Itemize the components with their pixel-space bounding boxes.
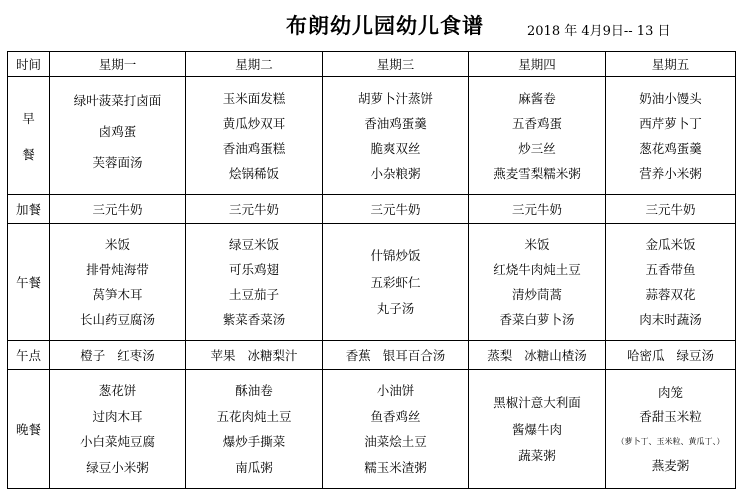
drink: 银耳百合汤	[382, 348, 446, 363]
drink: 绿豆汤	[676, 348, 715, 363]
menu-cell	[469, 341, 606, 370]
dish: 香菜白萝卜汤	[499, 312, 575, 327]
drink: 冰糖梨汁	[247, 348, 298, 363]
dish: 脆爽双丝	[370, 140, 421, 156]
menu-cell	[50, 341, 186, 370]
dish: 绿豆小米粥	[86, 459, 149, 475]
dish: 炒三丝	[518, 140, 556, 156]
table-row	[8, 224, 736, 341]
dish: 芙蓉面汤	[92, 155, 143, 170]
menu-cell	[606, 341, 736, 370]
dish: 糯玉米渣粥	[364, 459, 427, 475]
meal-label	[8, 77, 50, 195]
dish: 黄瓜炒双耳	[222, 115, 286, 131]
dish: 西芹萝卜丁	[639, 115, 702, 131]
dish: 酥油卷	[235, 383, 273, 399]
corner-header: 时间	[8, 52, 50, 77]
dish: 肉笼	[657, 384, 683, 400]
meal-label: 加餐	[8, 195, 50, 224]
dish: 黑椒汁意大利面	[493, 395, 581, 411]
meal-label: 午餐	[8, 224, 50, 341]
day-header: 星期一	[50, 52, 186, 77]
meal-label: 晚餐	[8, 370, 50, 489]
dish: 五香带鱼	[645, 262, 696, 277]
header	[0, 10, 745, 44]
fruit: 蒸梨	[487, 348, 513, 363]
dish: 葱花鸡蛋羹	[639, 140, 702, 156]
day-header: 星期四	[469, 52, 606, 77]
dish: 小白菜炖豆腐	[79, 434, 155, 450]
menu-cell	[50, 224, 186, 341]
menu-cell: 三元牛奶	[50, 195, 186, 224]
dish: 奶油小馒头	[639, 90, 702, 106]
dish: 米饭	[524, 237, 550, 252]
dish: 莴笋木耳	[92, 287, 143, 302]
drink: 冰糖山楂汤	[524, 348, 587, 363]
dish: 紫菜香菜汤	[222, 312, 286, 327]
day-header: 星期二	[186, 52, 323, 77]
table-row	[8, 77, 736, 195]
date-range: 2018 年 4月9日-- 13 日	[527, 24, 671, 39]
dish: 香甜玉米粒	[639, 409, 702, 425]
dish: 清炒茼蒿	[511, 287, 562, 302]
meal-label: 午点	[8, 341, 50, 370]
dish: 鱼香鸡丝	[370, 408, 421, 424]
menu-cell	[323, 224, 469, 341]
dish: 香油鸡蛋羹	[364, 115, 427, 131]
dish: 肉末时蔬汤	[639, 312, 702, 327]
dish: 可乐鸡翅	[228, 262, 279, 277]
menu-cell	[186, 341, 323, 370]
dish: 南瓜粥	[235, 459, 273, 475]
dish: 什锦炒饭	[370, 248, 421, 264]
dish: 丸子汤	[376, 300, 415, 316]
dish: 米饭	[104, 237, 130, 252]
menu-cell	[323, 77, 469, 195]
table-header-row	[8, 52, 736, 77]
dish: 五香鸡蛋	[511, 115, 562, 131]
dish: 绿叶菠菜打卤面	[73, 93, 162, 108]
meal-label-char: 餐	[22, 146, 35, 162]
menu-cell	[323, 341, 469, 370]
dish: 红烧牛肉炖土豆	[493, 262, 581, 277]
menu-cell	[50, 77, 186, 195]
table-row	[8, 341, 736, 370]
dish: 胡萝卜汁蒸饼	[357, 90, 433, 106]
drink: 红枣汤	[117, 348, 155, 363]
menu-cell	[469, 224, 606, 341]
dish: 葱花饼	[98, 383, 137, 399]
day-header: 星期三	[323, 52, 469, 77]
dish: 卤鸡蛋	[98, 124, 137, 139]
dish: 长山药豆腐汤	[79, 312, 155, 327]
dish-ingredients-note: （萝卜丁、玉米粒、黄瓜丁、）	[616, 436, 725, 446]
dish: 蔬菜粥	[518, 447, 556, 463]
dish: 酱爆牛肉	[511, 421, 562, 437]
fruit: 橙子	[80, 348, 106, 363]
dish: 排骨炖海带	[86, 262, 149, 277]
meal-label-char: 早	[22, 110, 35, 126]
menu-cell	[323, 370, 469, 489]
dish: 小杂粮粥	[370, 165, 421, 181]
dish: 五彩虾仁	[370, 274, 421, 290]
dish: 五花肉炖土豆	[216, 408, 292, 424]
menu-cell	[186, 224, 323, 341]
dish: 营养小米粥	[639, 165, 702, 181]
dish: 过肉木耳	[92, 408, 143, 424]
dish: 香油鸡蛋糕	[222, 140, 286, 156]
menu-cell: 三元牛奶	[323, 195, 469, 224]
dish: 燕麦粥	[651, 458, 690, 474]
dish: 爆炒手撕菜	[222, 434, 286, 450]
dish: 蒜蓉双花	[645, 287, 696, 302]
menu-cell	[50, 370, 186, 489]
menu-cell: 三元牛奶	[469, 195, 606, 224]
menu-cell	[606, 370, 736, 489]
page-title: 布朗幼儿园幼儿食谱	[286, 14, 484, 38]
dish: 土豆茄子	[228, 287, 279, 302]
dish: 小油饼	[376, 383, 415, 399]
dish: 油菜烩土豆	[364, 434, 427, 450]
fruit: 苹果	[210, 348, 236, 363]
dish: 燕麦雪梨糯米粥	[493, 165, 581, 181]
dish: 烩锅稀饭	[228, 165, 279, 181]
menu-table	[7, 51, 736, 489]
table-row	[8, 370, 736, 489]
dish: 玉米面发糕	[222, 90, 286, 106]
menu-cell: 三元牛奶	[606, 195, 736, 224]
menu-cell	[606, 77, 736, 195]
menu-cell	[469, 370, 606, 489]
dish: 麻酱卷	[518, 90, 556, 106]
dish: 金瓜米饭	[645, 237, 696, 252]
day-header: 星期五	[606, 52, 736, 77]
menu-cell	[469, 77, 606, 195]
fruit: 哈密瓜	[626, 348, 665, 363]
menu-cell	[186, 370, 323, 489]
menu-cell	[606, 224, 736, 341]
fruit: 香蕉	[345, 348, 371, 363]
menu-cell: 三元牛奶	[186, 195, 323, 224]
dish: 绿豆米饭	[228, 237, 279, 252]
table-row	[8, 195, 736, 224]
menu-cell	[186, 77, 323, 195]
